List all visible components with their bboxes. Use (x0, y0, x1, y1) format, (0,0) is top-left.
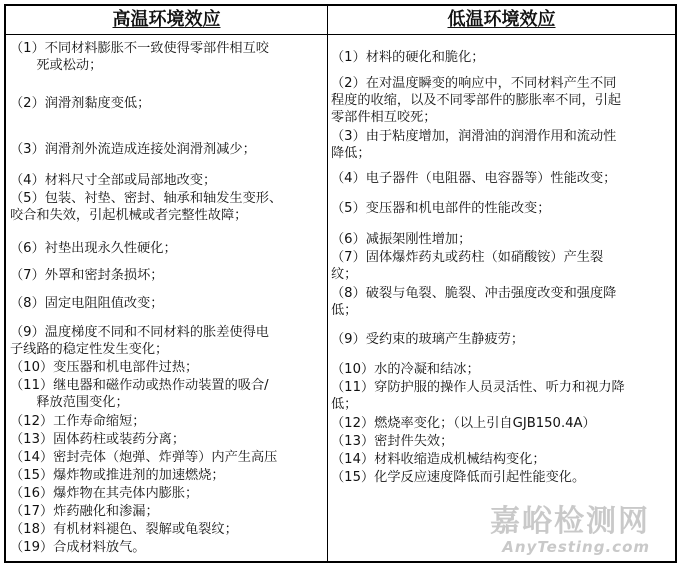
list-item (331, 128, 675, 162)
list-item (331, 415, 675, 432)
list-item-line: （19）合成材料放气。 (10, 540, 146, 555)
list-item (10, 295, 326, 312)
list-item-line: （2）润滑剂黏度变低； (10, 96, 151, 111)
list-item-line: （7）固体爆炸药丸或药柱（如硝酸铵）产生裂 (331, 250, 604, 265)
list-item-line: 子线路的稳定性发生变化； (10, 342, 169, 357)
list-item (10, 267, 326, 284)
watermark-en: AnyTesting.com (502, 538, 650, 556)
list-item-line: （13）固体药柱或装药分离； (10, 432, 186, 447)
watermark-cn: 嘉峪检测网 (490, 504, 650, 539)
list-item (10, 467, 326, 484)
list-item (10, 449, 326, 466)
list-item (331, 231, 675, 248)
list-item (331, 469, 675, 486)
list-item-line: （14）密封壳体（炮弹、炸弹等）内产生高压 (10, 450, 278, 465)
list-item-line: （14）材料收缩造成机械结构变化； (331, 452, 546, 467)
list-item (331, 170, 675, 187)
list-item (331, 451, 675, 468)
list-item-line: （13）密封件失效； (331, 434, 454, 449)
list-item-line: （8）固定电阻阻值改变； (10, 296, 164, 311)
list-item-line: （11）继电器和磁作动或热作动装置的吸合/ (10, 378, 269, 393)
list-item (10, 190, 326, 224)
list-item-line: 零部件相互咬死； (331, 110, 437, 125)
table-header-row (6, 6, 675, 35)
list-item (331, 331, 675, 348)
list-item-line: （12）工作寿命缩短； (10, 414, 146, 429)
list-item-line: （1）材料的硬化和脆化； (331, 50, 485, 65)
list-item-line: （6）减振架刚性增加； (331, 232, 472, 247)
list-item (10, 377, 326, 411)
list-item (331, 285, 675, 319)
list-item-line: 释放范围变化； (10, 395, 129, 410)
list-item-line: （10）水的冷凝和结冰； (331, 362, 480, 377)
header-high-temp-effects: 高温环境效应 (112, 9, 221, 30)
list-item-line: （3）由于粘度增加，润滑油的润滑作用和流动性 (331, 129, 617, 144)
list-item (10, 141, 326, 158)
list-item (331, 249, 675, 283)
list-item (10, 413, 326, 430)
list-item-line: （9）受约束的玻璃产生静疲劳； (331, 332, 525, 347)
list-item (10, 503, 326, 520)
list-item (331, 49, 675, 66)
list-item-line: （11）穿防护服的操作人员灵活性、听力和视力降 (331, 380, 625, 395)
list-item (10, 521, 326, 538)
list-item-line: （15）爆炸物或推进剂的加速燃烧； (10, 468, 225, 483)
list-item-line: （9）温度梯度不同和不同材料的胀差使得电 (10, 325, 269, 340)
list-item (10, 324, 326, 358)
list-item (10, 485, 326, 502)
list-item-line: （15）化学反应速度降低而引起性能变化。 (331, 470, 586, 485)
list-item-line: （5）包装、衬垫、密封、轴承和轴发生变形、 (10, 191, 283, 206)
list-item-line: （1）不同材料膨胀不一致使得零部件相互咬 (10, 41, 269, 56)
list-item-line: （8）破裂与龟裂、脆裂、冲击强度改变和强度降 (331, 286, 617, 301)
list-item (10, 172, 326, 189)
list-item (10, 359, 326, 376)
list-item-line: 纹； (331, 267, 358, 282)
list-item (331, 75, 675, 126)
list-item (10, 240, 326, 257)
list-item-line: （10）变压器和机电部件过热； (10, 360, 199, 375)
environment-effects-table (4, 4, 677, 563)
list-item-line: 低； (331, 397, 358, 412)
list-item-line: （4）材料尺寸全部或局部地改变； (10, 173, 217, 188)
list-item (10, 431, 326, 448)
list-item (331, 379, 675, 413)
list-item (331, 361, 675, 378)
list-item (331, 200, 675, 217)
list-item-line: 降低； (331, 146, 371, 161)
list-item-line: （4）电子器件（电阻器、电容器等）性能改变； (331, 171, 617, 186)
list-item (10, 539, 326, 556)
list-item-line: （3）润滑剂外流造成连接处润滑剂减少； (10, 142, 256, 157)
list-item-line: （12）燃烧率变化；（以上引自GJB150.4A） (331, 416, 596, 431)
column-divider (327, 6, 328, 561)
list-item-line: （17）炸药融化和渗漏； (10, 504, 159, 519)
list-item-line: （7）外罩和密封条损坏； (10, 268, 164, 283)
list-item-line: 死或松动； (10, 58, 103, 73)
list-item-line: （18）有机材料褪色、裂解或龟裂纹； (10, 522, 238, 537)
list-item-line: （16）爆炸物在其壳体内膨胀； (10, 486, 199, 501)
list-item (10, 40, 326, 74)
list-item-line: 程度的收缩，以及不同零部件的膨胀率不同，引起 (331, 93, 622, 108)
watermark (490, 506, 650, 556)
list-item-line: 咬合和失效，引起机械或者完整性故障； (10, 208, 248, 223)
list-item-line: 低； (331, 303, 358, 318)
header-low-temp-effects: 低温环境效应 (447, 9, 556, 30)
list-item (10, 95, 326, 112)
list-item-line: （5）变压器和机电部件的性能改变； (331, 201, 551, 216)
list-item (331, 433, 675, 450)
list-item-line: （2）在对温度瞬变的响应中，不同材料产生不同 (331, 76, 617, 91)
list-item-line: （6）衬垫出现永久性硬化； (10, 241, 177, 256)
